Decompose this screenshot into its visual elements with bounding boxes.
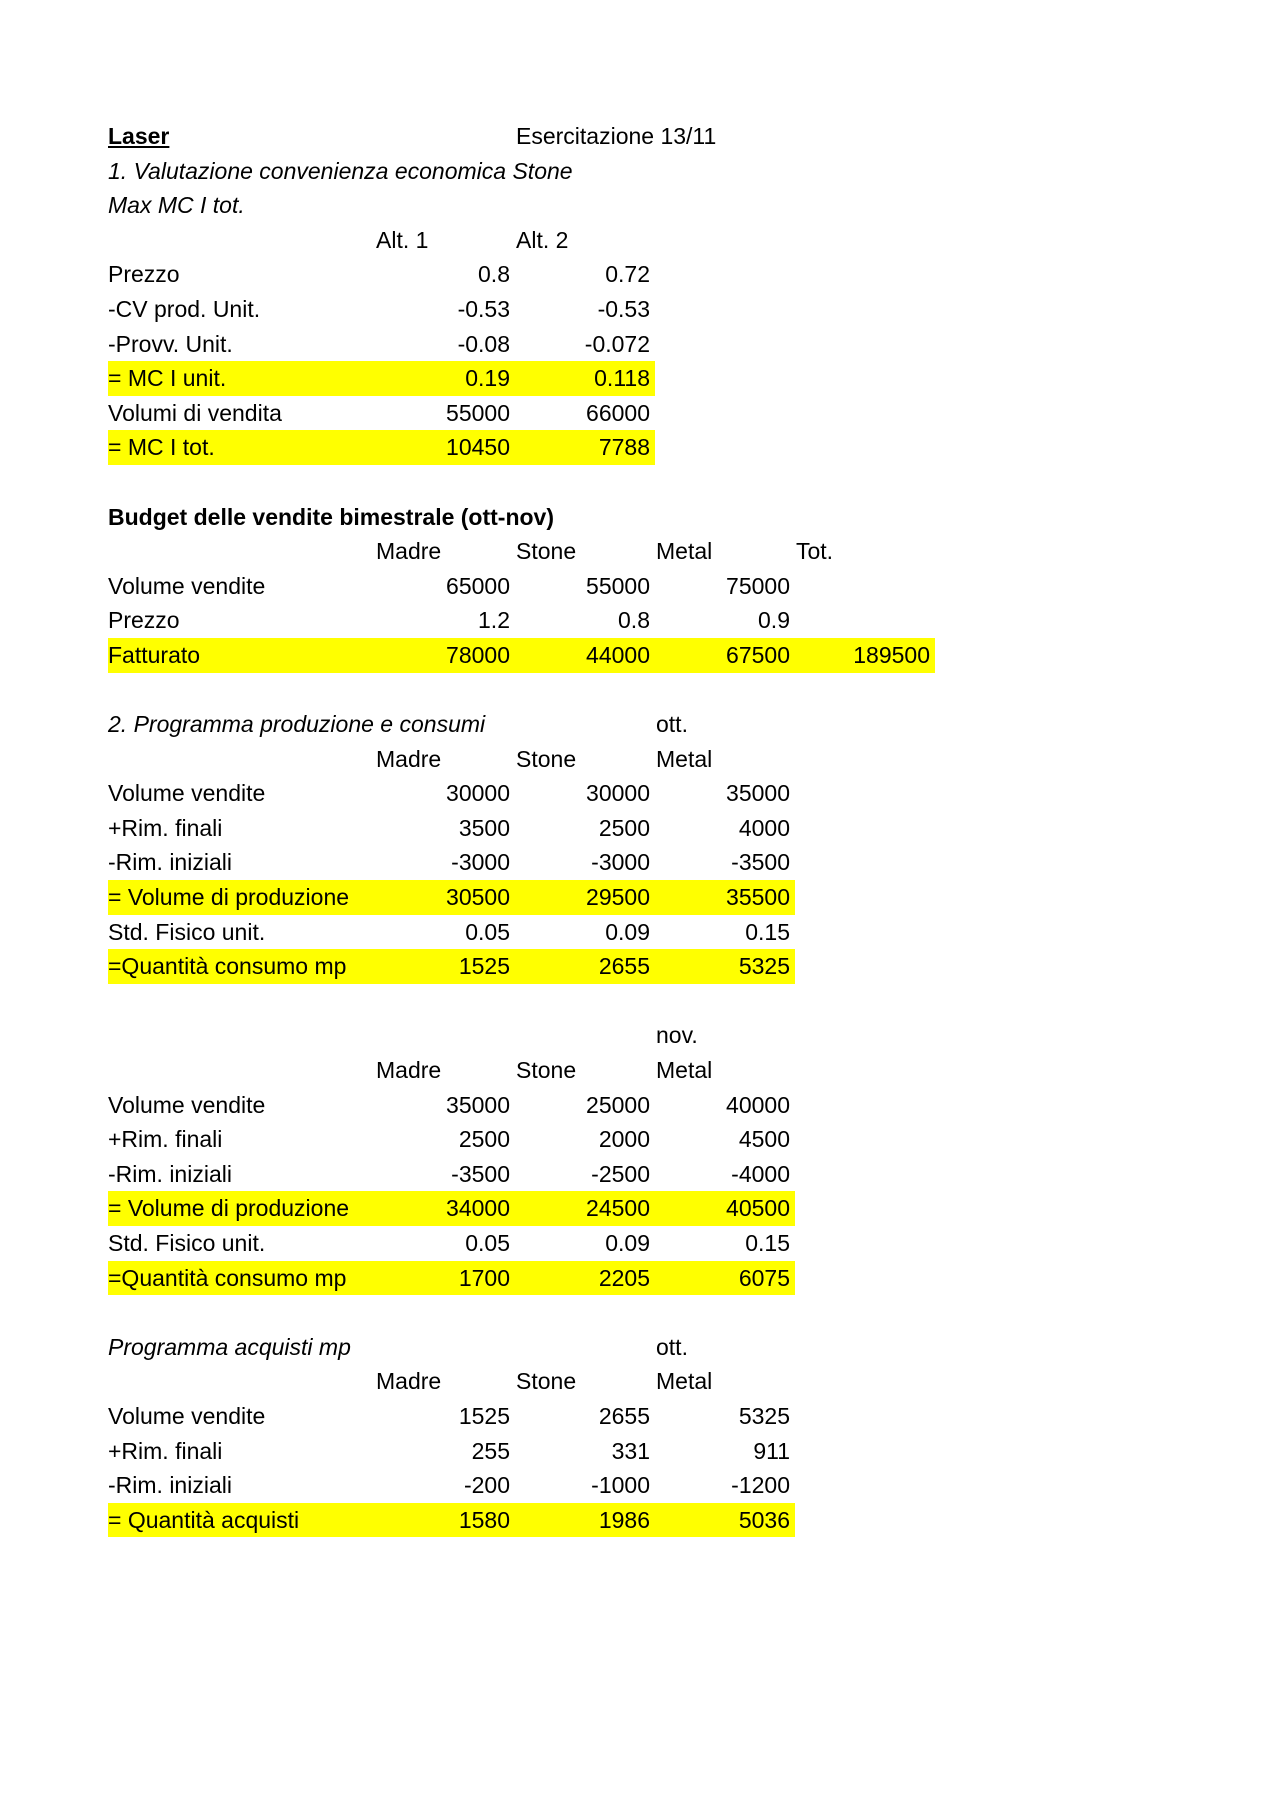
header-row: [108, 119, 1008, 154]
section2-header: [108, 534, 1008, 569]
cell-value: 78000: [446, 641, 510, 668]
col-header: Madre: [376, 1368, 442, 1395]
col-header: Madre: [376, 538, 442, 565]
cell-value: 55000: [446, 399, 510, 426]
col-header: Stone: [516, 745, 577, 772]
highlighted-row: [108, 949, 1008, 984]
cell-value: -1000: [591, 1472, 650, 1499]
sheet-title: Laser: [108, 123, 170, 149]
cell-value: 25000: [586, 1091, 650, 1118]
col-header: Metal: [656, 745, 713, 772]
row-label: -CV prod. Unit.: [108, 295, 261, 322]
cell-value-total: 189500: [853, 641, 930, 668]
cell-value: -3000: [451, 849, 510, 876]
cell-value: 4000: [738, 814, 790, 841]
cell-value: 40000: [726, 1091, 790, 1118]
cell-value: -4000: [731, 1160, 790, 1187]
row-label: =Quantità consumo mp: [108, 1264, 347, 1291]
col-header: Madre: [376, 745, 442, 772]
cell-value: 0.8: [478, 261, 510, 288]
col-header: Stone: [516, 1368, 577, 1395]
cell-value: 44000: [586, 641, 650, 668]
row-label: Fatturato: [108, 641, 201, 668]
cell-value: 2205: [598, 1264, 650, 1291]
section5-header: [108, 1364, 1008, 1399]
table-row: [108, 1122, 1008, 1157]
row-label: Volume vendite: [108, 1402, 266, 1429]
table-row: [108, 569, 1008, 604]
col-header: Alt. 1: [376, 226, 429, 253]
cell-value: 0.118: [594, 365, 650, 392]
cell-value: -0.072: [584, 330, 650, 357]
cell-value: 6075: [738, 1264, 790, 1291]
cell-value: 0.05: [465, 918, 510, 945]
spreadsheet-page: [108, 119, 1008, 1537]
cell-value: 0.9: [758, 607, 790, 634]
cell-value: 5325: [738, 953, 790, 980]
col-header: Stone: [516, 1057, 577, 1084]
month-label: ott.: [656, 711, 688, 738]
cell-value: 255: [471, 1437, 510, 1464]
section5-title: Programma acquisti mp: [108, 1333, 351, 1360]
row-label: Volume vendite: [108, 1091, 266, 1118]
table-row: [108, 1088, 1008, 1123]
row-label: Volume vendite: [108, 780, 266, 807]
cell-value: -0.08: [457, 330, 510, 357]
cell-value: 24500: [586, 1195, 650, 1222]
table-row: [108, 292, 1008, 327]
row-label: Std. Fisico unit.: [108, 918, 266, 945]
col-header: Tot.: [796, 538, 834, 565]
cell-value: 1525: [458, 953, 510, 980]
section3-title: 2. Programma produzione e consumi: [108, 711, 486, 738]
col-header: Metal: [656, 1057, 713, 1084]
cell-value: 67500: [726, 641, 790, 668]
cell-value: -3500: [731, 849, 790, 876]
row-label: +Rim. finali: [108, 1126, 223, 1153]
table-row: [108, 845, 1008, 880]
table-row: [108, 1226, 1008, 1261]
col-header: Alt. 2: [516, 226, 569, 253]
row-label: Std. Fisico unit.: [108, 1230, 266, 1256]
row-label: Prezzo: [108, 607, 180, 634]
cell-value: 75000: [726, 572, 790, 599]
cell-value: 911: [753, 1437, 790, 1464]
row-label: +Rim. finali: [108, 814, 223, 841]
table-row: [108, 1157, 1008, 1192]
table-row: [108, 915, 1008, 950]
row-label: Volume vendite: [108, 572, 266, 599]
exercise-date: Esercitazione 13/11: [516, 123, 717, 149]
cell-value: -0.53: [597, 295, 650, 322]
table-row: [108, 1434, 1008, 1469]
col-header: Metal: [656, 1368, 713, 1395]
cell-value: 35000: [446, 1091, 510, 1118]
cell-value: 1580: [458, 1506, 510, 1533]
cell-value: 40500: [726, 1195, 790, 1222]
highlighted-row: [108, 361, 1008, 396]
cell-value: 1986: [598, 1506, 650, 1533]
row-label: +Rim. finali: [108, 1437, 223, 1464]
section1-title: 1. Valutazione convenienza economica Stone: [108, 157, 573, 184]
cell-value: 4500: [738, 1126, 790, 1153]
month-label: ott.: [656, 1333, 688, 1360]
cell-value: 30000: [586, 780, 650, 807]
highlighted-row: [108, 1191, 1008, 1226]
row-label: -Rim. iniziali: [108, 1472, 232, 1499]
row-label: =Quantità consumo mp: [108, 953, 347, 980]
cell-value: 30000: [446, 780, 510, 807]
cell-value: 55000: [586, 572, 650, 599]
cell-value: 2500: [598, 814, 650, 841]
cell-value: 7788: [598, 434, 650, 461]
row-label: -Provv. Unit.: [108, 330, 233, 357]
cell-value: 2655: [598, 1402, 650, 1429]
row-label: = Volume di produzione: [108, 884, 350, 911]
month-label: nov.: [656, 1022, 698, 1049]
cell-value: 2500: [458, 1126, 510, 1153]
section4-header: [108, 1053, 1008, 1088]
table-row: [108, 776, 1008, 811]
section3-header: [108, 742, 1008, 777]
table-row: [108, 1468, 1008, 1503]
cell-value: 0.05: [465, 1230, 510, 1256]
row-label: = Quantità acquisti: [108, 1506, 300, 1533]
cell-value: 35000: [726, 780, 790, 807]
col-header: Metal: [656, 538, 713, 565]
cell-value: 0.09: [605, 1230, 650, 1256]
cell-value: 1.2: [478, 607, 510, 634]
row-label: -Rim. iniziali: [108, 1160, 232, 1187]
row-label: Prezzo: [108, 261, 180, 288]
cell-value: -3000: [591, 849, 650, 876]
cell-value: 2000: [598, 1126, 650, 1153]
highlighted-row: [108, 1261, 1008, 1296]
highlighted-row: [108, 638, 1008, 673]
cell-value: 0.72: [605, 261, 650, 288]
cell-value: 10450: [446, 434, 510, 461]
cell-value: 331: [611, 1437, 650, 1464]
cell-value: 66000: [586, 399, 650, 426]
row-label: Volumi di vendita: [108, 399, 282, 426]
cell-value: 34000: [446, 1195, 510, 1222]
cell-value: 35500: [726, 884, 790, 911]
highlighted-row: [108, 880, 1008, 915]
cell-value: 0.8: [618, 607, 650, 634]
row-label: -Rim. iniziali: [108, 849, 232, 876]
row-label: = Volume di produzione: [108, 1195, 350, 1222]
section1-header: [108, 223, 1008, 258]
cell-value: 3500: [458, 814, 510, 841]
cell-value: -1200: [731, 1472, 790, 1499]
cell-value: 65000: [446, 572, 510, 599]
cell-value: -200: [463, 1472, 510, 1499]
col-header: Stone: [516, 538, 577, 565]
table-row: [108, 603, 1008, 638]
cell-value: 1525: [458, 1402, 510, 1429]
table-row: [108, 327, 1008, 362]
cell-value: 2655: [598, 953, 650, 980]
table-row: [108, 811, 1008, 846]
table-row: [108, 1399, 1008, 1434]
section2-title: Budget delle vendite bimestrale (ott-nov): [108, 503, 554, 530]
cell-value: 0.09: [605, 918, 650, 945]
cell-value: 30500: [446, 884, 510, 911]
section1-subtitle: Max MC I tot.: [108, 192, 245, 219]
cell-value: 5036: [738, 1506, 790, 1533]
table-row: [108, 396, 1008, 431]
cell-value: 0.19: [465, 365, 510, 392]
cell-value: -0.53: [457, 295, 510, 322]
cell-value: 0.15: [745, 918, 790, 945]
table-row: [108, 257, 1008, 292]
row-label: = MC I unit.: [108, 365, 227, 392]
cell-value: -3500: [451, 1160, 510, 1187]
cell-value: 5325: [738, 1402, 790, 1429]
cell-value: -2500: [591, 1160, 650, 1187]
highlighted-row: [108, 430, 1008, 465]
cell-value: 1700: [458, 1264, 510, 1291]
cell-value: 0.15: [745, 1230, 790, 1256]
col-header: Madre: [376, 1057, 442, 1084]
highlighted-row: [108, 1503, 1008, 1538]
cell-value: 29500: [586, 884, 650, 911]
row-label: = MC I tot.: [108, 434, 215, 461]
